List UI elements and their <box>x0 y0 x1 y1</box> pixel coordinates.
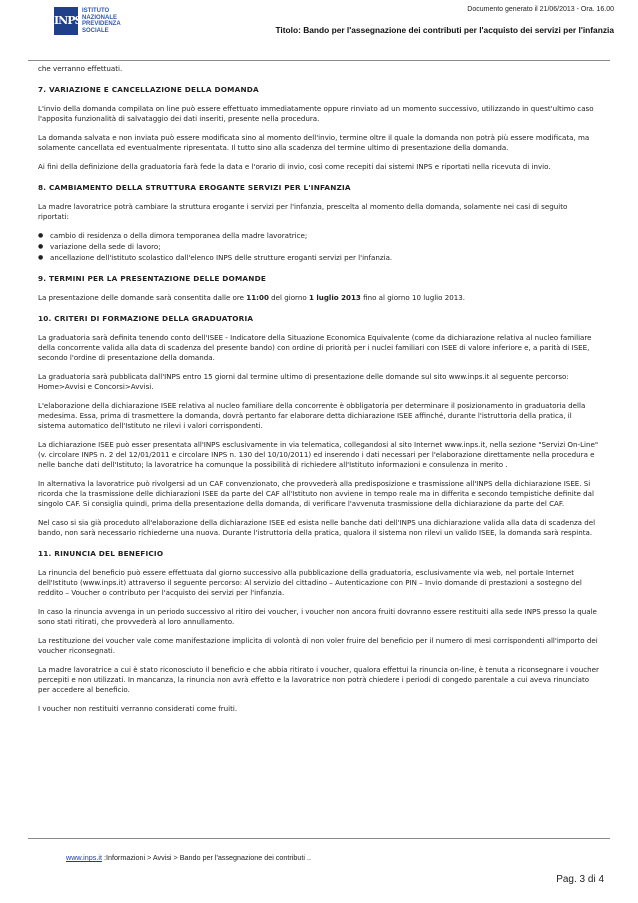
paragraph: La presentazione delle domande sarà consentita dalle ore 11:00 del giorno 1 luglio 2013 fino al giorno 10 luglio 2013. <box>38 293 466 302</box>
document-body <box>38 64 600 723</box>
paragraph: In caso la rinuncia avvenga in un periodo successivo al ritiro dei voucher, i voucher non ancora fruiti dovranno essere restituiti alla sede INPS presso la quale sono stati ritirati, che provvederà al loro annullamento. <box>38 607 597 626</box>
generated-timestamp: Documento generato il 21/06/2013 - Ora. 16.00 <box>467 6 614 13</box>
paragraph: L'invio della domanda compilata on line può essere effettuato immediatamente oppure rinviato ad un momento successivo, utilizzando in quest'ultimo caso l'apposita funzionalità di salvataggio dei dati inseriti, presente nella procedura. <box>38 104 594 123</box>
list-item: ● ancellazione dell'istituto scolastico dall'elenco INPS delle strutture eroganti servizi per l'infanzia. <box>38 253 600 263</box>
paragraph: Nel caso si sia già proceduto all'elaborazione della dichiarazione ISEE ed esista nelle banche dati dell'INPS una dichiarazione valida alla data di scadenza del bando, non sarà necessario richiederne una nuova. Durante l'istruttoria della pratica, qualora il sistema non rilevi un valido ISEE, la domanda sarà respinta. <box>38 518 596 537</box>
bullet-list <box>38 231 600 263</box>
page-number: Pag. 3 di 4 <box>556 874 604 885</box>
paragraph: La rinuncia del beneficio può essere effettuata dal giorno successivo alla pubblicazione della graduatoria, esclusivamente via web, nel portale Internet dell'Istituto (www.inps.it) attraverso il seguente percorso: Al servizio del cittadino – Autenticazione con PIN – Invio domande di prestazioni a sostegno del reddito – Voucher o contributo per l'acquisto dei servizi per l'infanzia. <box>38 568 582 597</box>
paragraph: In alternativa la lavoratrice può rivolgersi ad un CAF convenzionato, che provvederà alla predisposizione e trasmissione all'INPS della dichiarazione ISEE. Si ricorda che la trasmissione delle dichiarazioni ISEE da parte del CAF all'Istituto non avviene in tempo reale ma in differita e secondo tempistiche definite dal singolo CAF. Si consiglia quindi, prima della presentazione della domanda, di verificare l'avvenuta trasmissione della dichiarazione da parte del CAF. <box>38 479 594 508</box>
paragraph: I voucher non restituiti verranno considerati come fruiti. <box>38 704 238 713</box>
paragraph: La madre lavoratrice a cui è stato riconosciuto il beneficio e che abbia ritirato i voucher, qualora effettui la rinuncia on-line, è tenuta a riconsegnare i voucher percepiti e non utilizzati. In mancanza, la rinuncia non avrà effetto e la lavoratrice non potrà chiedere i periodi di congedo parentale a cui aveva rinunciato per accedere al beneficio. <box>38 665 599 694</box>
list-item: ● variazione della sede di lavoro; <box>38 242 600 252</box>
section-9-heading: 9. TERMINI PER LA PRESENTAZIONE DELLE DOMANDE <box>38 274 267 283</box>
paragraph: La graduatoria sarà definita tenendo conto dell'ISEE - Indicatore della Situazione Economica Equivalente (come da dichiarazione relativa al nucleo familiare della concorrente valida alla data di scadenza del presente bando) con ordine di priorità per i nuclei familiari con ISEE di valore inferiore e, a parità di ISEE, secondo l'ordine di presentazione della domanda. <box>38 333 592 362</box>
paragraph: Ai fini della definizione della graduatoria farà fede la data e l'orario di invio, così come recepiti dai sistemi INPS e riportati nella ricevuta di invio. <box>38 162 551 171</box>
paragraph: La graduatoria sarà pubblicata dall'INPS entro 15 giorni dal termine ultimo di presentazione delle domande sul sito www.inps.it al seguente percorso: Home>Avvisi e Concorsi>Avvisi. <box>38 372 569 391</box>
paragraph: La madre lavoratrice potrà cambiare la struttura erogante i servizi per l'infanzia, prescelta al momento della domanda, solamente nei casi di seguito riportati: <box>38 202 568 221</box>
header-divider <box>28 60 610 61</box>
continuation-text: che verranno effettuati. <box>38 64 123 73</box>
opening-date: 1 luglio 2013 <box>308 293 361 302</box>
section-7-heading: 7. VARIAZIONE E CANCELLAZIONE DELLA DOMANDA <box>38 85 259 94</box>
paragraph: La restituzione dei voucher vale come manifestazione implicita di volontà di non voler fruire del beneficio per il numero di mesi corrispondenti all'importo dei voucher riconsegnati. <box>38 636 598 655</box>
paragraph: La domanda salvata e non inviata può essere modificata sino al momento dell'invio, termine oltre il quale la domanda non potrà più essere modificata, ma solamente cancellata ed eventualmente ripresentata. Il tutto sino alla scadenza del termine ultimo di presentazione della domanda. <box>38 133 590 152</box>
document-title: Titolo: Bando per l'assegnazione dei contributi per l'acquisto dei servizi per l'infanzia <box>275 25 614 35</box>
section-10-heading: 10. CRITERI DI FORMAZIONE DELLA GRADUATORIA <box>38 314 254 323</box>
list-item: ● cambio di residenza o della dimora temporanea della madre lavoratrice; <box>38 231 600 241</box>
page-header <box>0 0 638 60</box>
inps-site-link[interactable]: www.inps.it <box>66 853 102 862</box>
paragraph: L'elaborazione della dichiarazione ISEE relativa al nucleo familiare della concorrente è obbligatoria per determinare il posizionamento in graduatoria della medesima. Essa, prima di trasmettere la domanda, dovrà pertanto far elaborare detta dichiarazione ISEE affinché, durante l'istruttoria della pratica, il sistema automatico dell'Istituto ne rilevi i valori corrispondenti. <box>38 401 586 430</box>
footer-path: :Informazioni > Avvisi > Bando per l'assegnazione dei contributi .. <box>101 853 311 862</box>
inps-logo-mark: INPS <box>54 7 78 35</box>
footer-breadcrumb <box>66 853 311 862</box>
inps-logo-text: ISTITUTO NAZIONALE PREVIDENZA SOCIALE <box>82 8 121 34</box>
opening-time: 11:00 <box>246 293 269 302</box>
paragraph: La dichiarazione ISEE può esser presentata all'INPS esclusivamente in via telematica, collegandosi al sito Internet www.inps.it, nella sezione "Servizi On-Line" (v. circolare INPS n. 2 del 12/01/2011 e circolare INPS n. 130 del 10/10/2011) ed inserendo i dati necessari per l'elaborazione direttamente nella procedura e nelle banche dati dell'Istituto; la lavoratrice ha comunque la possibilità di richiedere all'Istituto informazioni e consulenza in merito . <box>38 440 599 469</box>
footer-divider <box>28 838 610 839</box>
section-11-heading: 11. RINUNCIA DEL BENEFICIO <box>38 549 164 558</box>
section-8-heading: 8. CAMBIAMENTO DELLA STRUTTURA EROGANTE SERVIZI PER L'INFANZIA <box>38 183 351 192</box>
